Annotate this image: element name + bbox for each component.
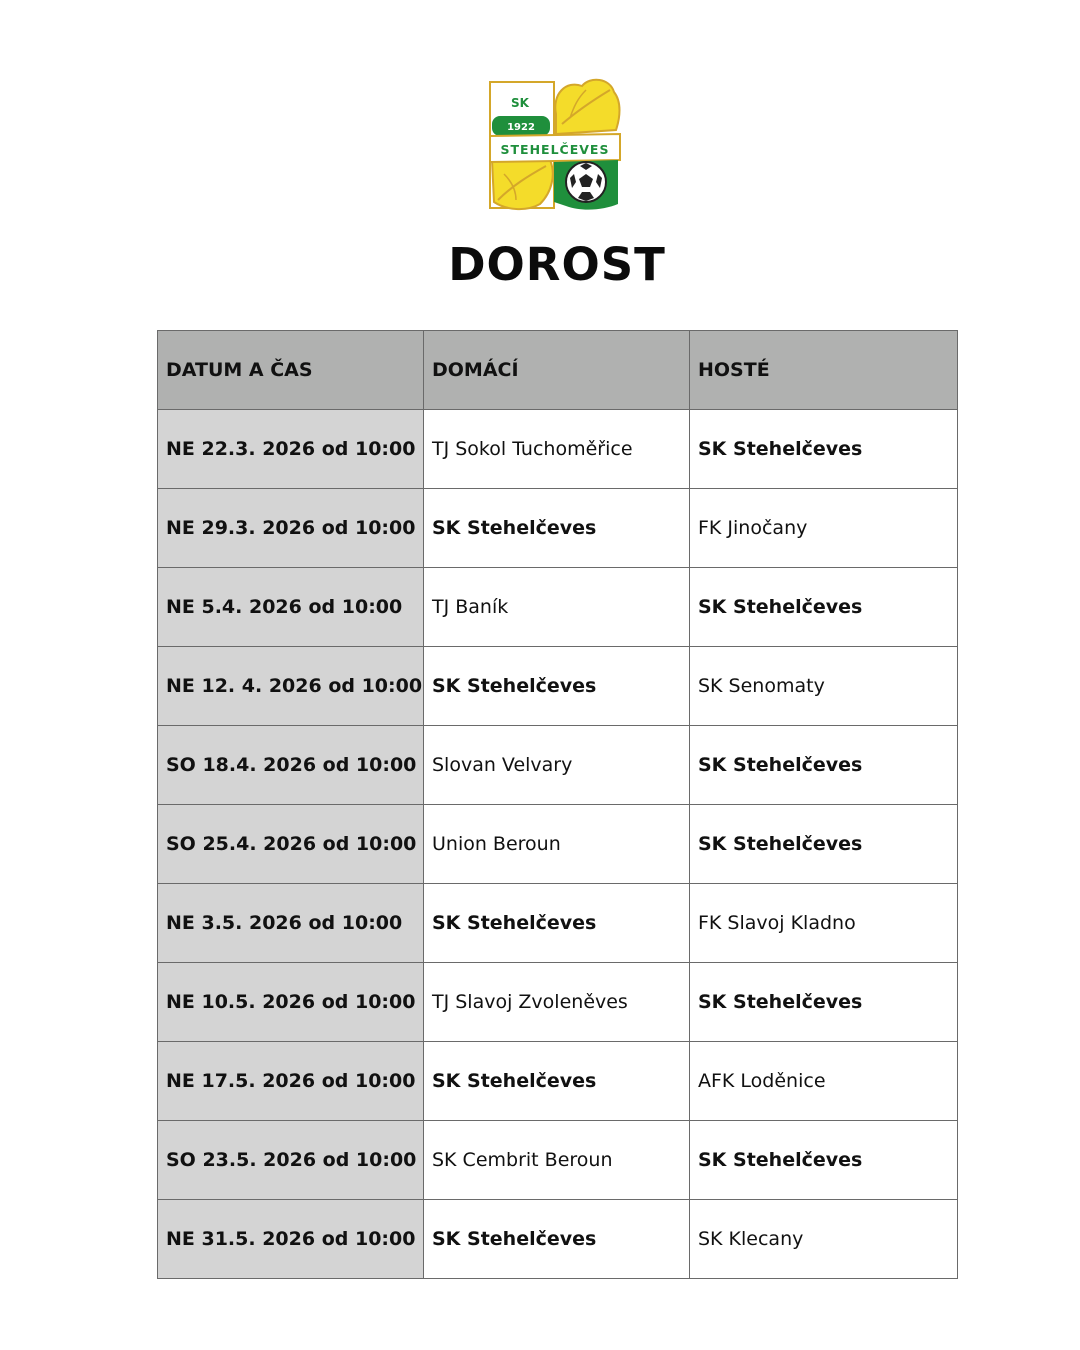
away-team: SK Stehelčeves	[690, 1121, 958, 1200]
header-away: HOSTÉ	[690, 331, 958, 410]
match-date: SO 23.5. 2026 od 10:00	[158, 1121, 424, 1200]
away-team: SK Senomaty	[690, 647, 958, 726]
home-team: Slovan Velvary	[424, 726, 690, 805]
home-team: SK Stehelčeves	[424, 647, 690, 726]
header-home: DOMÁCÍ	[424, 331, 690, 410]
page-title: DOROST	[448, 238, 666, 291]
away-team: SK Stehelčeves	[690, 568, 958, 647]
home-team: SK Stehelčeves	[424, 489, 690, 568]
away-team: FK Jinočany	[690, 489, 958, 568]
home-team: Union Beroun	[424, 805, 690, 884]
header-date: DATUM A ČAS	[158, 331, 424, 410]
away-team: AFK Loděnice	[690, 1042, 958, 1121]
table-row	[158, 1121, 958, 1200]
away-team: SK Klecany	[690, 1200, 958, 1279]
match-date: SO 25.4. 2026 od 10:00	[158, 805, 424, 884]
table-row	[158, 1200, 958, 1279]
table-row	[158, 805, 958, 884]
away-team: FK Slavoj Kladno	[690, 884, 958, 963]
table-row	[158, 489, 958, 568]
table-row	[158, 963, 958, 1042]
table-row	[158, 884, 958, 963]
home-team: SK Cembrit Beroun	[424, 1121, 690, 1200]
home-team: SK Stehelčeves	[424, 1200, 690, 1279]
table-header-row	[158, 331, 958, 410]
match-date: NE 17.5. 2026 od 10:00	[158, 1042, 424, 1121]
home-team: SK Stehelčeves	[424, 884, 690, 963]
home-team: TJ Sokol Tuchoměřice	[424, 410, 690, 489]
table-row	[158, 726, 958, 805]
logo-name-text: STEHELČEVES	[500, 142, 610, 157]
away-team: SK Stehelčeves	[690, 963, 958, 1042]
match-date: SO 18.4. 2026 od 10:00	[158, 726, 424, 805]
match-date: NE 29.3. 2026 od 10:00	[158, 489, 424, 568]
table-row	[158, 647, 958, 726]
logo-year-text: 1922	[507, 122, 535, 133]
match-schedule-table	[157, 330, 958, 1279]
logo-sk-text: SK	[511, 96, 529, 110]
home-team: TJ Baník	[424, 568, 690, 647]
match-date: NE 3.5. 2026 od 10:00	[158, 884, 424, 963]
away-team: SK Stehelčeves	[690, 410, 958, 489]
table-row	[158, 410, 958, 489]
match-date: NE 22.3. 2026 od 10:00	[158, 410, 424, 489]
match-date: NE 10.5. 2026 od 10:00	[158, 963, 424, 1042]
away-team: SK Stehelčeves	[690, 805, 958, 884]
match-date: NE 31.5. 2026 od 10:00	[158, 1200, 424, 1279]
match-date: NE 5.4. 2026 od 10:00	[158, 568, 424, 647]
home-team: TJ Slavoj Zvoleněves	[424, 963, 690, 1042]
club-crest-icon	[486, 74, 624, 216]
table-row	[158, 568, 958, 647]
away-team: SK Stehelčeves	[690, 726, 958, 805]
club-logo	[486, 74, 624, 216]
table-row	[158, 1042, 958, 1121]
home-team: SK Stehelčeves	[424, 1042, 690, 1121]
match-date: NE 12. 4. 2026 od 10:00	[158, 647, 424, 726]
